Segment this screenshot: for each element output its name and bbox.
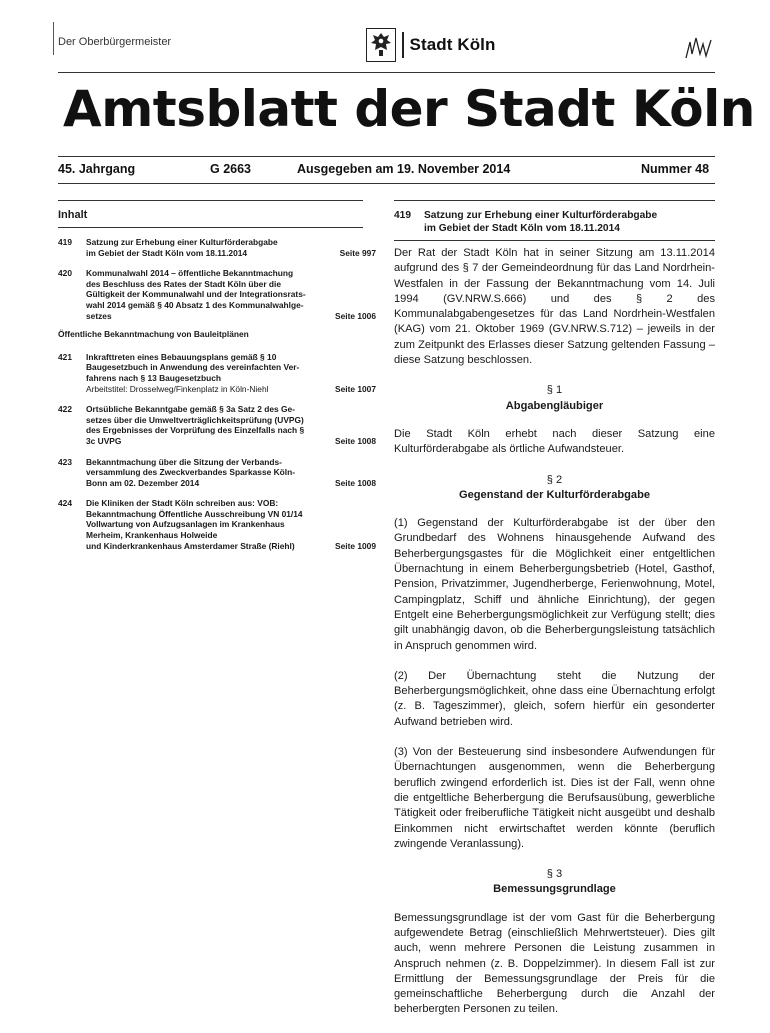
toc-entry-title-line: Vollwartung von Aufzugsanlagen im Krankenhaus <box>86 519 285 530</box>
toc-entry-page: Seite 1008 <box>335 435 376 446</box>
article-heading <box>394 209 715 235</box>
toc-entry-number: 421 <box>58 351 72 362</box>
toc-section-label: Öffentliche Bekanntmachung von Bauleitplänen <box>58 329 249 340</box>
table-of-contents <box>58 237 376 561</box>
toc-entry-title-line: im Gebiet der Stadt Köln vom 18.11.2014 <box>86 247 248 258</box>
toc-heading: Inhalt <box>58 209 88 221</box>
toc-rule <box>58 227 363 228</box>
toc-entry-title-line: des Ergebnisses der Vorprüfung des Einzelfalls nach § <box>86 425 305 436</box>
volume-label: 45. Jahrgang <box>58 162 136 176</box>
section-heading <box>394 473 715 504</box>
section-title: Abgabengläubiger <box>505 399 604 412</box>
logo-text: Stadt Köln <box>409 35 496 54</box>
article-title-line: im Gebiet der Stadt Köln vom 18.11.2014 <box>424 223 620 234</box>
section-paragraph: Bemessungsgrundlage ist der vom Gast für die Beherbergung aufgewendete Betrag (einschließlich Mehrwertsteuer). Dies gilt auch, wenn mehrere Personen die Leistung zusammen in Anspruch nehmen (z. B. Doppelzimmer). In diesem Fall ist zur Ermittlung der Bemessungsgrundlage der Preis für die gemeinschaftliche Beherbergung durch die Anzahl der beherbergten Personen zu teilen. <box>394 911 715 1016</box>
cathedral-icon <box>684 36 714 65</box>
article-number: 419 <box>394 210 411 221</box>
toc-entry-title-line: Baugesetzbuch in Anwendung des vereinfachten Ver- <box>86 362 300 373</box>
toc-entry-title-line: setzes über die Umweltverträglichkeitsprüfung (UVPG) <box>86 414 304 425</box>
article-title-line: Satzung zur Erhebung einer Kulturförderabgabe <box>424 210 658 221</box>
issue-number: Nummer 48 <box>641 162 710 176</box>
toc-entry-page: Seite 1008 <box>335 477 376 488</box>
toc-entry-title-line: Merheim, Krankenhaus Holweide <box>86 530 218 541</box>
toc-entry-title-line: versammlung des Zweckverbandes Sparkasse Köln- <box>86 467 295 478</box>
page-title: Amtsblatt der Stadt Köln <box>63 80 755 138</box>
toc-entry-title-line: Bonn am 02. Dezember 2014 <box>86 477 200 488</box>
toc-entry-title-line: und Kinderkrankenhaus Amsterdamer Straße (Riehl) <box>86 540 295 551</box>
section-title: Gegenstand der Kulturförderabgabe <box>458 488 651 501</box>
toc-entry-title-line: setzes <box>86 310 112 321</box>
article-rule-top <box>394 200 715 201</box>
issue-date: Ausgegeben am 19. November 2014 <box>297 162 511 176</box>
title-rule-top <box>58 72 715 73</box>
toc-entry[interactable] <box>58 352 376 394</box>
toc-entry-title-line: Ortsübliche Bekanntgabe gemäß § 3a Satz 2 des Ge- <box>86 404 295 415</box>
toc-entry[interactable] <box>58 498 376 551</box>
toc-entry-number: 424 <box>58 498 72 509</box>
header-divider <box>53 22 54 55</box>
toc-entry-title-line: 3c UVPG <box>86 435 122 446</box>
section-heading <box>394 383 715 414</box>
toc-entry-number: 419 <box>58 237 72 247</box>
section-title: Bemessungsgrundlage <box>493 883 616 896</box>
section-heading <box>394 867 715 898</box>
article-rule <box>394 240 715 241</box>
toc-entry-page: Seite 1007 <box>335 383 376 394</box>
toc-entry-title-line: Bekanntmachung über die Sitzung der Verbands- <box>86 456 282 467</box>
section-number: § 3 <box>546 868 563 881</box>
toc-entry-title-line: Inkrafttreten eines Bebauungsplans gemäß § 10 <box>86 351 277 362</box>
section-paragraph: (3) Von der Besteuerung sind insbesondere Aufwendungen für Übernachtungen ausgenommen, wenn die Beherbergung beruflich zwingend erforderlich ist. Dies ist der Fall, wenn ohne die entgeltliche Beherbergung die Berufsausübung, gewerbliche Tätigkeit oder freiberufliche Tätigkeit nicht ausgeübt und deshalb Einkommen nicht erwirtschaftet werden könnte (beruflich zwingende Veranlassung). <box>394 746 715 850</box>
toc-entry-page: Seite 997 <box>339 247 376 258</box>
section-paragraph: (2) Der Übernachtung steht die Nutzung der Beherbergungsmöglichkeit, ohne dass eine Übernachtung erfolgt (z. B. Tageszimmer), gleich, sofern hierfür ein gesonderter Aufwand betrieben wird. <box>394 669 715 728</box>
section-number: § 1 <box>546 384 563 397</box>
toc-entry-title-line: fahrens nach § 13 Baugesetzbuch <box>86 372 221 383</box>
toc-entry-title-line: wahl 2014 gemäß § 40 Absatz 1 des Kommunalwahlge- <box>86 299 304 310</box>
toc-entry-page: Seite 1006 <box>335 310 376 321</box>
toc-entry-title-line: Gültigkeit der Kommunalwahl und der Integrationsrats- <box>86 289 306 300</box>
postal-code: G 2663 <box>210 162 252 176</box>
city-logo <box>366 27 496 63</box>
logo-divider <box>402 32 404 58</box>
toc-entry[interactable] <box>58 404 376 446</box>
toc-entry-title-line: des Beschluss des Rates der Stadt Köln über die <box>86 278 282 289</box>
toc-entry-page: Seite 1009 <box>335 540 376 551</box>
toc-entry-number: 420 <box>58 268 72 279</box>
coat-of-arms-icon <box>366 28 396 62</box>
toc-entry-number: 422 <box>58 404 72 415</box>
toc-entry-subtitle: Arbeitstitel: Drosselweg/Finkenplatz in Köln-Niehl <box>86 383 269 394</box>
toc-entry[interactable] <box>58 457 376 489</box>
toc-entry[interactable] <box>58 237 376 258</box>
office-label: Der Oberbürgermeister <box>58 36 172 48</box>
toc-entry-title-line: Die Kliniken der Stadt Köln schreiben aus: VOB: <box>86 498 279 509</box>
toc-entry[interactable] <box>58 268 376 321</box>
meta-rule <box>58 183 715 184</box>
section-paragraph: (1) Gegenstand der Kulturförderabgabe ist der über den Grundbedarf des Wohnens hinausgehende Aufwand des Beherbergungsgastes für die Möglichkeit einer entgeltlichen Übernachtung in einem Beherbergungsbetrieb (Hotel, Gasthof, Pension, Privatzimmer, Jugendherberge, Ferienwohnung, Motel, Campingplatz, Schiff und ähnliche Einrichtung), der gegen Entgelt eine Beherbergungsmöglichkeit zur Verfügung stellt; dies gilt unabhängig davon, ob die Beherbergungsleistung tatsächlich in Anspruch genommen wird. <box>394 517 715 652</box>
article-body <box>394 246 715 1033</box>
toc-rule-top <box>58 200 363 201</box>
toc-entry-title-line: Satzung zur Erhebung einer Kulturförderabgabe <box>86 237 278 247</box>
section-number: § 2 <box>546 473 563 486</box>
toc-entry-title-line: Bekanntmachung Öffentliche Ausschreibung VN 01/14 <box>86 508 303 519</box>
section-paragraph: Die Stadt Köln erhebt nach dieser Satzung eine Kulturförderabgabe als örtliche Aufwandsteuer. <box>394 427 715 456</box>
title-rule-bottom <box>58 156 715 157</box>
toc-entry-number: 423 <box>58 456 72 467</box>
article-intro: Der Rat der Stadt Köln hat in seiner Sitzung am 13.11.2014 aufgrund des § 7 der Gemeindeordnung für das Land Nordrhein-Westfalen in der Fassung der Bekanntmachung vom 14. Juli 1994 (GV.NRW.S.666) und des § 2 des Kommunalabgabengesetzes für das Land Nordrhein-Westfalen (KAG) vom 21. Oktober 1969 (GV.NRW.S.712) – jeweils in der zum Zeitpunkt des Erlasses dieser Satzung geltenden Fassung – diese Satzung beschlossen. <box>394 247 715 367</box>
toc-entry-title-line: Kommunalwahl 2014 – öffentliche Bekanntmachung <box>86 268 294 279</box>
